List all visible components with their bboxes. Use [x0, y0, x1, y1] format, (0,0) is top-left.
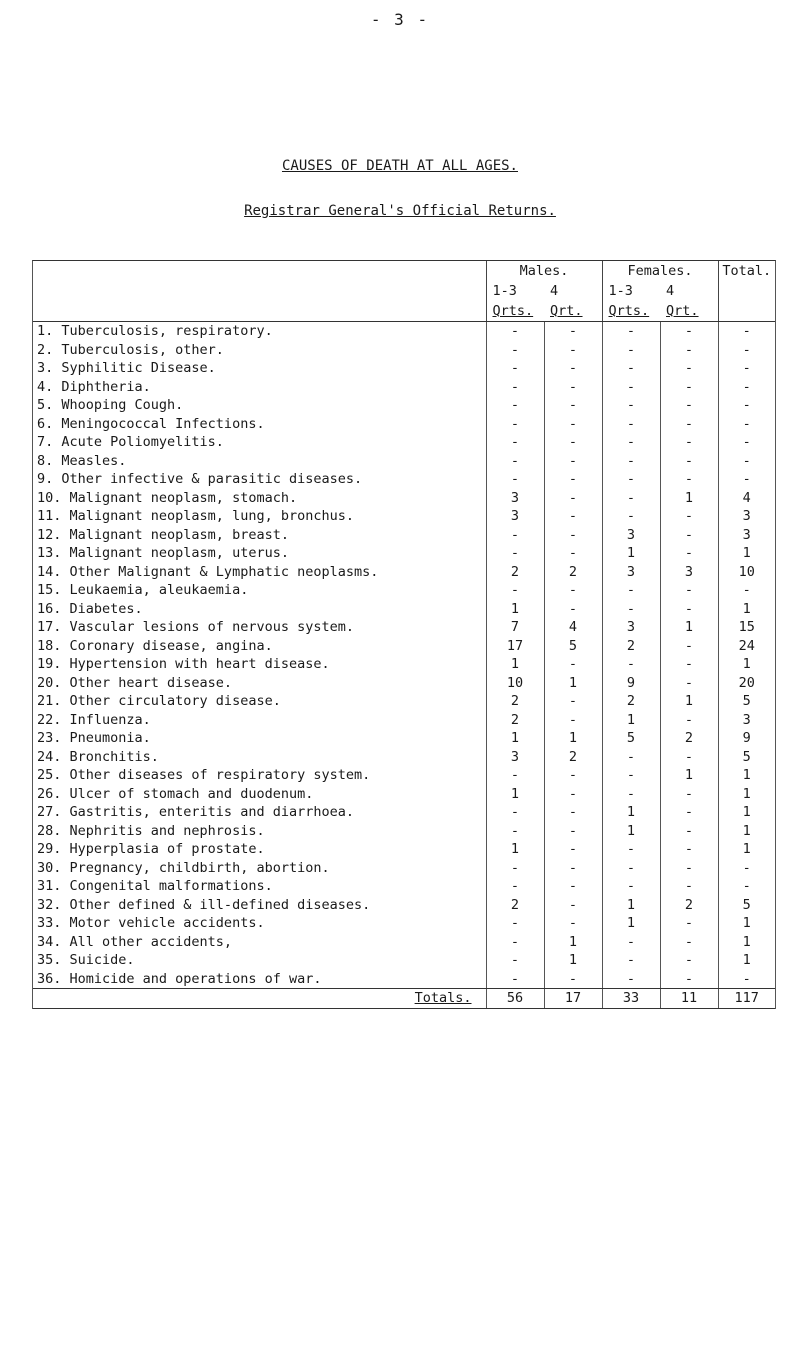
header-males-q13: 1-3 [486, 281, 544, 301]
header-blank [33, 281, 486, 301]
cell-males-q4: - [544, 840, 602, 859]
header-blank [33, 261, 486, 281]
table-row [33, 322, 775, 341]
cell-males-q4: 1 [544, 729, 602, 748]
cell-females-q13: - [602, 840, 660, 859]
cell-males-q4: - [544, 655, 602, 674]
table-row [33, 396, 775, 415]
table-row [33, 655, 775, 674]
row-label: 29. Hyperplasia of prostate. [37, 841, 265, 857]
cell-females-q13: - [602, 433, 660, 452]
cell-males-q13: 1 [486, 600, 544, 619]
cell-females-q4: - [660, 322, 718, 341]
cell-total: 24 [718, 637, 775, 656]
cell-total: 5 [718, 692, 775, 711]
cell-total: - [718, 341, 775, 360]
cell-males-q13: - [486, 415, 544, 434]
table-row [33, 822, 775, 841]
table-row [33, 933, 775, 952]
cell-females-q13: - [602, 859, 660, 878]
cell-males-q13: 3 [486, 489, 544, 508]
table-row [33, 803, 775, 822]
cell-females-q4: - [660, 378, 718, 397]
cell-females-q4: 1 [660, 766, 718, 785]
cell-males-q13: 1 [486, 840, 544, 859]
cell-females-q4: 2 [660, 896, 718, 915]
cell-females-q4: - [660, 933, 718, 952]
cell-females-q4: - [660, 970, 718, 989]
table-row [33, 748, 775, 767]
cell-males-q4: - [544, 396, 602, 415]
cell-males-q4: - [544, 711, 602, 730]
row-label: 35. Suicide. [37, 952, 135, 968]
document-subtitle: Registrar General's Official Returns. [244, 203, 556, 219]
table-row [33, 970, 775, 989]
cell-males-q13: - [486, 341, 544, 360]
row-label: 5. Whooping Cough. [37, 397, 184, 413]
cell-females-q13: - [602, 470, 660, 489]
cell-females-q4: 1 [660, 692, 718, 711]
table-row [33, 359, 775, 378]
cell-females-q13: 1 [602, 822, 660, 841]
row-label: 25. Other diseases of respiratory system. [37, 767, 371, 783]
row-label: 18. Coronary disease, angina. [37, 637, 273, 654]
cell-females-q13: 3 [602, 563, 660, 582]
cell-females-q13: 1 [602, 896, 660, 915]
cell-males-q13: - [486, 452, 544, 471]
cell-males-q4: 1 [544, 674, 602, 693]
cell-females-q13: 1 [602, 803, 660, 822]
totals-total: 117 [718, 989, 775, 1009]
row-label: 28. Nephritis and nephrosis. [37, 822, 265, 839]
table-row [33, 489, 775, 508]
cell-total: 1 [718, 544, 775, 563]
header-males-qrt: Qrt. [550, 303, 583, 319]
cell-females-q13: - [602, 933, 660, 952]
cell-females-q4: 1 [660, 489, 718, 508]
cell-males-q13: 7 [486, 618, 544, 637]
cell-males-q4: - [544, 544, 602, 563]
table-row [33, 507, 775, 526]
cell-males-q13: - [486, 822, 544, 841]
cell-females-q13: - [602, 785, 660, 804]
row-label: 24. Bronchitis. [37, 748, 159, 765]
cell-females-q13: 2 [602, 692, 660, 711]
table-row [33, 840, 775, 859]
cell-total: 4 [718, 489, 775, 508]
row-label: 2. Tuberculosis, other. [37, 341, 224, 358]
cell-females-q13: - [602, 951, 660, 970]
cell-females-q13: - [602, 378, 660, 397]
cell-females-q4: - [660, 748, 718, 767]
cell-total: 5 [718, 748, 775, 767]
cell-males-q13: 1 [486, 729, 544, 748]
cell-males-q4: - [544, 526, 602, 545]
header-females-q13: 1-3 [602, 281, 660, 301]
row-label: 17. Vascular lesions of nervous system. [37, 619, 354, 635]
header-males-qrts: Qrts. [492, 303, 534, 319]
row-label: 1. Tuberculosis, respiratory. [37, 323, 273, 339]
cell-females-q13: - [602, 452, 660, 471]
table-row [33, 859, 775, 878]
cell-females-q4: - [660, 507, 718, 526]
cell-total: 3 [718, 526, 775, 545]
row-label: 33. Motor vehicle accidents. [37, 915, 265, 931]
cell-males-q4: - [544, 341, 602, 360]
cell-males-q13: 2 [486, 896, 544, 915]
table-row [33, 618, 775, 637]
row-label: 8. Measles. [37, 452, 127, 469]
cell-males-q4: - [544, 433, 602, 452]
row-label: 12. Malignant neoplasm, breast. [37, 526, 289, 543]
cell-females-q4: - [660, 840, 718, 859]
cell-males-q13: 3 [486, 507, 544, 526]
cell-total: 1 [718, 766, 775, 785]
header-females: Females. [602, 261, 718, 281]
row-label: 34. All other accidents, [37, 933, 233, 950]
cell-females-q13: - [602, 415, 660, 434]
cell-males-q13: 2 [486, 563, 544, 582]
cell-males-q13: - [486, 396, 544, 415]
cell-males-q4: - [544, 877, 602, 896]
cell-males-q4: - [544, 507, 602, 526]
cell-females-q4: - [660, 803, 718, 822]
table-row [33, 896, 775, 915]
cell-total: - [718, 970, 775, 989]
cell-males-q4: - [544, 914, 602, 933]
cell-males-q13: - [486, 951, 544, 970]
cell-females-q4: - [660, 396, 718, 415]
page-number: - 3 - [370, 10, 430, 29]
cell-total: - [718, 396, 775, 415]
cell-males-q4: - [544, 822, 602, 841]
row-label: 27. Gastritis, enteritis and diarrhoea. [37, 804, 354, 820]
row-label: 16. Diabetes. [37, 600, 143, 617]
cell-males-q4: - [544, 859, 602, 878]
cell-males-q4: - [544, 803, 602, 822]
cell-males-q4: 2 [544, 748, 602, 767]
header-females-q4: 4 [666, 283, 675, 299]
cell-females-q4: - [660, 359, 718, 378]
cell-males-q4: - [544, 970, 602, 989]
cell-females-q4: - [660, 785, 718, 804]
row-label: 7. Acute Poliomyelitis. [37, 434, 224, 450]
cell-males-q13: - [486, 322, 544, 341]
cell-females-q4: - [660, 452, 718, 471]
table-body [33, 322, 775, 989]
table-row [33, 692, 775, 711]
cell-males-q4: - [544, 415, 602, 434]
cell-females-q13: - [602, 970, 660, 989]
cell-males-q4: - [544, 692, 602, 711]
cell-females-q4: - [660, 544, 718, 563]
cell-males-q13: 2 [486, 692, 544, 711]
cell-total: 1 [718, 803, 775, 822]
cell-males-q4: - [544, 359, 602, 378]
cell-total: 1 [718, 785, 775, 804]
totals-males-q13: 56 [486, 989, 544, 1009]
cell-total: 1 [718, 600, 775, 619]
cell-females-q13: - [602, 748, 660, 767]
cell-males-q13: - [486, 859, 544, 878]
table-row [33, 415, 775, 434]
cell-males-q4: - [544, 896, 602, 915]
table-row [33, 877, 775, 896]
cell-females-q4: - [660, 637, 718, 656]
cell-males-q13: - [486, 581, 544, 600]
cell-males-q4: 4 [544, 618, 602, 637]
cell-females-q13: - [602, 359, 660, 378]
document-title: CAUSES OF DEATH AT ALL AGES. [281, 158, 518, 174]
table-row [33, 729, 775, 748]
cell-total: - [718, 452, 775, 471]
cell-males-q13: - [486, 526, 544, 545]
header-total-blank [718, 301, 775, 322]
cell-males-q13: 2 [486, 711, 544, 730]
row-label: 26. Ulcer of stomach and duodenum. [37, 785, 314, 802]
cell-total: - [718, 581, 775, 600]
cell-males-q13: 1 [486, 655, 544, 674]
row-label: 31. Congenital malformations. [37, 878, 273, 894]
cell-females-q13: - [602, 396, 660, 415]
cell-total: 9 [718, 729, 775, 748]
table-row [33, 581, 775, 600]
cell-total: 1 [718, 933, 775, 952]
cell-total: - [718, 859, 775, 878]
cell-males-q4: 5 [544, 637, 602, 656]
cell-females-q13: 1 [602, 711, 660, 730]
row-label: 23. Pneumonia. [37, 730, 151, 746]
cell-males-q13: 10 [486, 674, 544, 693]
cell-males-q13: 17 [486, 637, 544, 656]
cell-females-q13: - [602, 507, 660, 526]
header-females-qrts: Qrts. [608, 303, 650, 319]
cell-females-q13: - [602, 322, 660, 341]
cell-females-q4: - [660, 822, 718, 841]
cell-males-q4: - [544, 489, 602, 508]
table-row [33, 785, 775, 804]
cell-males-q4: - [544, 600, 602, 619]
cell-total: 3 [718, 507, 775, 526]
totals-females-q4: 11 [660, 989, 718, 1009]
table-row [33, 470, 775, 489]
row-label: 20. Other heart disease. [37, 674, 233, 691]
cell-females-q4: - [660, 711, 718, 730]
cell-females-q13: - [602, 877, 660, 896]
cell-total: 1 [718, 655, 775, 674]
cell-females-q4: 2 [660, 729, 718, 748]
cell-females-q4: - [660, 415, 718, 434]
row-label: 6. Meningococcal Infections. [37, 415, 265, 432]
table-row [33, 378, 775, 397]
row-label: 3. Syphilitic Disease. [37, 360, 216, 376]
totals-label: Totals. [33, 989, 486, 1009]
table-row [33, 526, 775, 545]
header-males-q4: 4 [550, 283, 559, 299]
table-row [33, 914, 775, 933]
cell-females-q13: - [602, 581, 660, 600]
table-row [33, 433, 775, 452]
cell-females-q4: - [660, 655, 718, 674]
header-females-qrt: Qrt. [666, 303, 699, 319]
cell-males-q13: - [486, 544, 544, 563]
cell-females-q13: 1 [602, 544, 660, 563]
cell-males-q13: - [486, 470, 544, 489]
cell-males-q4: 1 [544, 951, 602, 970]
cell-males-q4: - [544, 378, 602, 397]
cell-total: 10 [718, 563, 775, 582]
cell-females-q13: - [602, 600, 660, 619]
cell-total: 15 [718, 618, 775, 637]
cell-males-q13: - [486, 433, 544, 452]
cell-females-q4: - [660, 433, 718, 452]
cell-females-q4: - [660, 877, 718, 896]
row-label: 4. Diphtheria. [37, 378, 151, 395]
table-row [33, 766, 775, 785]
cell-total: - [718, 470, 775, 489]
header-males: Males. [486, 261, 602, 281]
cell-total: 3 [718, 711, 775, 730]
cell-females-q13: 3 [602, 526, 660, 545]
row-label: 15. Leukaemia, aleukaemia. [37, 582, 249, 598]
row-label: 10. Malignant neoplasm, stomach. [37, 489, 298, 506]
totals-females-q13: 33 [602, 989, 660, 1009]
table-row [33, 544, 775, 563]
row-label: 14. Other Malignant & Lymphatic neoplasms. [37, 563, 379, 580]
cell-total: 20 [718, 674, 775, 693]
cell-males-q4: - [544, 322, 602, 341]
row-label: 36. Homicide and operations of war. [33, 970, 486, 989]
cell-females-q4: 1 [660, 618, 718, 637]
totals-males-q4: 17 [544, 989, 602, 1009]
row-label: 21. Other circulatory disease. [37, 693, 281, 709]
cell-males-q13: - [486, 933, 544, 952]
cell-males-q4: - [544, 785, 602, 804]
cell-total: - [718, 322, 775, 341]
header-total: Total. [718, 261, 775, 281]
row-label: 32. Other defined & ill-defined diseases. [37, 896, 371, 913]
row-label: 19. Hypertension with heart disease. [37, 656, 330, 672]
cell-males-q13: - [486, 803, 544, 822]
cell-total: - [718, 415, 775, 434]
cell-males-q13: - [486, 766, 544, 785]
cell-total: 1 [718, 914, 775, 933]
cell-females-q4: - [660, 674, 718, 693]
row-label: 30. Pregnancy, childbirth, abortion. [37, 859, 330, 876]
table-row [33, 600, 775, 619]
cell-total: - [718, 359, 775, 378]
cell-total: - [718, 378, 775, 397]
cell-total: 1 [718, 822, 775, 841]
cell-males-q4: - [544, 452, 602, 471]
cell-females-q13: 5 [602, 729, 660, 748]
cell-total: 1 [718, 951, 775, 970]
cell-males-q4: 1 [544, 933, 602, 952]
cell-males-q13: 3 [486, 748, 544, 767]
causes-of-death-table-frame [32, 260, 776, 1009]
row-label: 22. Influenza. [37, 711, 151, 728]
cell-females-q13: - [602, 655, 660, 674]
causes-of-death-table [33, 261, 775, 1009]
cell-total: - [718, 877, 775, 896]
totals-row [33, 989, 775, 1009]
cell-males-q4: - [544, 470, 602, 489]
cell-females-q13: 9 [602, 674, 660, 693]
row-label: 9. Other infective & parasitic diseases. [37, 471, 363, 487]
cell-females-q4: - [660, 951, 718, 970]
row-label: 13. Malignant neoplasm, uterus. [37, 545, 289, 561]
cell-females-q13: 3 [602, 618, 660, 637]
cell-females-q13: 1 [602, 914, 660, 933]
table-row [33, 341, 775, 360]
cell-females-q13: - [602, 766, 660, 785]
cell-females-q4: - [660, 914, 718, 933]
cell-females-q13: - [602, 341, 660, 360]
table-row [33, 951, 775, 970]
cell-males-q4: - [544, 766, 602, 785]
header-total-blank [718, 281, 775, 301]
cell-males-q4: 2 [544, 563, 602, 582]
cell-males-q13: - [486, 970, 544, 989]
cell-males-q13: - [486, 359, 544, 378]
header-blank [33, 301, 486, 322]
cell-males-q13: - [486, 378, 544, 397]
cell-females-q13: - [602, 489, 660, 508]
cell-females-q4: - [660, 581, 718, 600]
cell-females-q4: - [660, 341, 718, 360]
cell-total: 1 [718, 840, 775, 859]
cell-males-q13: - [486, 914, 544, 933]
table-row [33, 637, 775, 656]
table-row [33, 711, 775, 730]
cell-males-q4: - [544, 581, 602, 600]
cell-females-q4: - [660, 600, 718, 619]
cell-males-q13: - [486, 877, 544, 896]
cell-total: - [718, 433, 775, 452]
table-row [33, 563, 775, 582]
cell-females-q4: 3 [660, 563, 718, 582]
table-row [33, 674, 775, 693]
table-row [33, 452, 775, 471]
cell-females-q4: - [660, 470, 718, 489]
cell-females-q4: - [660, 859, 718, 878]
row-label: 11. Malignant neoplasm, lung, bronchus. [37, 508, 354, 524]
cell-females-q13: 2 [602, 637, 660, 656]
cell-males-q13: 1 [486, 785, 544, 804]
cell-females-q4: - [660, 526, 718, 545]
cell-total: 5 [718, 896, 775, 915]
